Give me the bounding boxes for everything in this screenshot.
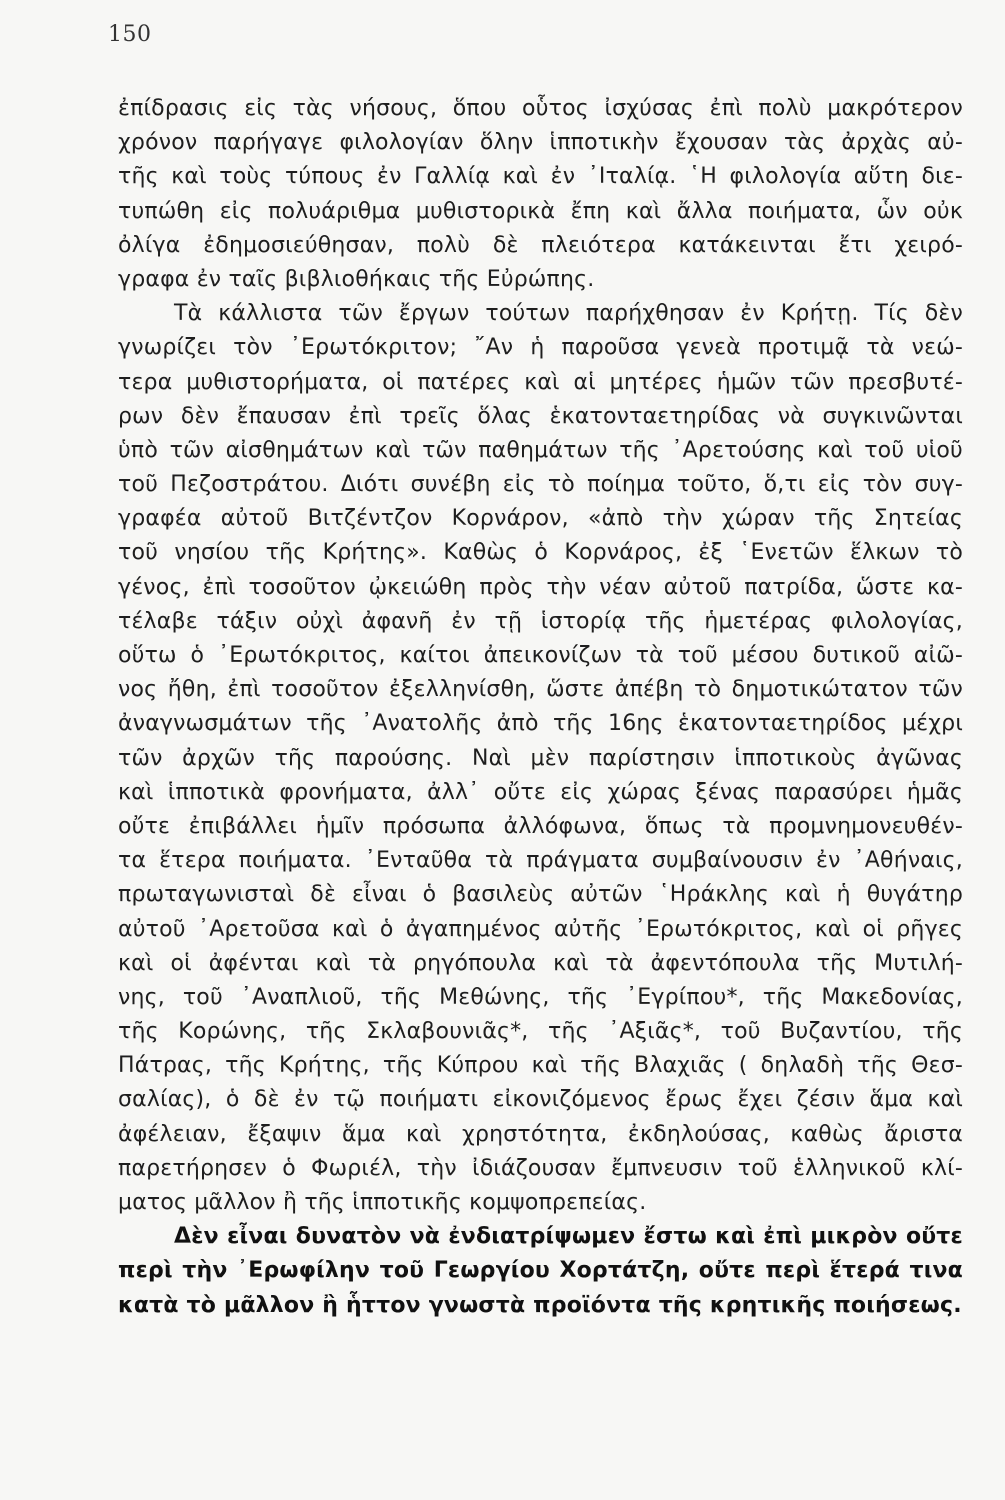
- text-line: πρωταγωνισταὶ δὲ εἶναι ὁ βασιλεὺς αὐτῶν ῾Ηράκλης καὶ ἡ θυγάτηρ: [118, 882, 963, 908]
- text-line: Δὲν εἶναι δυνατὸν νὰ ἐνδιατρίψωμεν ἔστω καὶ ἐπὶ μικρὸν οὔτε: [174, 1224, 963, 1250]
- text-line: τερα μυθιστορήματα, οἱ πατέρες καὶ αἱ μητέρες ἡμῶν τῶν πρεσβυτέ-: [118, 369, 963, 395]
- text-line: ἐπίδρασις εἰς τὰς νήσους, ὅπου οὗτος ἰσχύσας ἐπὶ πολὺ μακρότερον: [118, 96, 963, 121]
- text-line: τυπώθη εἰς πολυάριθμα μυθιστορικὰ ἔπη καὶ ἄλλα ποιήματα, ὧν οὐκ: [118, 198, 963, 224]
- text-line: καὶ οἱ ἀφένται καὶ τὰ ρηγόπουλα καὶ τὰ ἀφεντόπουλα τῆς Μυτιλή-: [118, 950, 963, 976]
- text-line: τῆς Κορώνης, τῆς Σκλαβουνιᾶς*, τῆς ᾿Αξιᾶς*, τοῦ Βυζαντίου, τῆς: [118, 1019, 963, 1045]
- text-line: γραφα ἐν ταῖς βιβλιοθήκαις τῆς Εὐρώπης.: [118, 266, 595, 292]
- text-line: τέλαβε τάξιν οὐχὶ ἀφανῆ ἐν τῇ ἱστορίᾳ τῆς ἡμετέρας φιλολογίας,: [118, 608, 963, 634]
- text-line: περὶ τὴν ᾿Ερωφίλην τοῦ Γεωργίου Χορτάτζη, οὔτε περὶ ἕτερά τινα: [118, 1258, 963, 1284]
- text-line: γραφέα αὐτοῦ Βιτζέντζον Κορνάρον, «ἀπὸ τὴν χώραν τῆς Σητείας: [118, 506, 963, 532]
- text-line: ἀφέλειαν, ἔξαψιν ἅμα καὶ χρηστότητα, ἐκδηλούσας, καθὼς ἄριστα: [118, 1121, 963, 1147]
- text-line: τῆς καὶ τοὺς τύπους ἐν Γαλλίᾳ καὶ ἐν ᾿Ιταλίᾳ. ῾Η φιλολογία αὕτη διε-: [118, 164, 963, 190]
- text-line: οὕτω ὁ ᾿Ερωτόκριτος, καίτοι ἀπεικονίζων τὰ τοῦ μέσου δυτικοῦ αἰῶ-: [118, 643, 963, 668]
- text-line: νης, τοῦ ᾿Αναπλιοῦ, τῆς Μεθώνης, τῆς ᾿Εγρίπου*, τῆς Μακεδονίας,: [118, 984, 963, 1010]
- text-line: τα ἕτερα ποιήματα. ᾿Ενταῦθα τὰ πράγματα συμβαίνουσιν ἐν ᾿Αθήναις,: [118, 848, 963, 874]
- text-line: χρόνον παρήγαγε φιλολογίαν ὅλην ἱπποτικὴν ἔχουσαν τὰς ἀρχὰς αὐ-: [118, 130, 963, 156]
- text-line: σαλίας), ὁ δὲ ἐν τῷ ποιήματι εἰκονιζόμενος ἔρως ἔχει ζέσιν ἅμα καὶ: [118, 1087, 963, 1113]
- text-line: τοῦ Πεζοστράτου. Διότι συνέβη εἰς τὸ ποίημα τοῦτο, ὅ,τι εἰς τὸν συγ-: [118, 472, 963, 498]
- paragraph-3: [118, 1220, 963, 1323]
- text-line: καὶ ἱπποτικὰ φρονήματα, ἀλλ᾿ οὔτε εἰς χώρας ξένας παρασύρει ἡμᾶς: [118, 779, 963, 805]
- text-line: οὔτε ἐπιβάλλει ἡμῖν πρόσωπα ἀλλόφωνα, ὅπως τὰ προμνημονευθέν-: [118, 813, 963, 839]
- paragraph-1: [118, 92, 963, 297]
- text-line: ὑπὸ τῶν αἰσθημάτων καὶ τῶν παθημάτων τῆς ᾿Αρετούσης καὶ τοῦ υἱοῦ: [118, 437, 963, 463]
- text-line: γένος, ἐπὶ τοσοῦτον ᾠκειώθη πρὸς τὴν νέαν αὐτοῦ πατρίδα, ὥστε κα-: [118, 574, 963, 600]
- text-line: Τὰ κάλλιστα τῶν ἔργων τούτων παρήχθησαν ἐν Κρήτῃ. Τίς δὲν: [174, 301, 963, 327]
- text-line: παρετήρησεν ὁ Φωριέλ, τὴν ἰδιάζουσαν ἔμπνευσιν τοῦ ἑλληνικοῦ κλί-: [118, 1155, 963, 1181]
- body-text: [118, 92, 963, 1323]
- text-line: κατὰ τὸ μᾶλλον ἢ ἧττον γνωστὰ προϊόντα τῆς κρητικῆς ποιήσεως.: [118, 1292, 962, 1318]
- text-line: τοῦ νησίου τῆς Κρήτης». Καθὼς ὁ Κορνάρος, ἐξ ῾Ενετῶν ἕλκων τὸ: [118, 540, 963, 566]
- text-line: ματος μᾶλλον ἢ τῆς ἱπποτικῆς κομψοπρεπείας.: [118, 1190, 647, 1215]
- text-line: ἀναγνωσμάτων τῆς ᾿Ανατολῆς ἀπὸ τῆς 16ης ἑκατονταετηρίδος μέχρι: [118, 711, 963, 737]
- paragraph-2: [118, 297, 963, 1220]
- text-line: γνωρίζει τὸν ᾿Ερωτόκριτον; ῎Αν ἡ παροῦσα γενεὰ προτιμᾷ τὰ νεώ-: [118, 335, 963, 361]
- text-line: νος ἤθη, ἐπὶ τοσοῦτον ἐξελληνίσθη, ὥστε ἀπέβη τὸ δημοτικώτατον τῶν: [118, 677, 963, 703]
- text-line: Πάτρας, τῆς Κρήτης, τῆς Κύπρου καὶ τῆς Βλαχιᾶς ( δηλαδὴ τῆς Θεσ-: [118, 1053, 963, 1079]
- text-line: ὀλίγα ἐδημοσιεύθησαν, πολὺ δὲ πλειότερα κατάκεινται ἔτι χειρό-: [118, 232, 963, 258]
- text-line: ρων δὲν ἔπαυσαν ἐπὶ τρεῖς ὅλας ἑκατονταετηρίδας νὰ συγκινῶνται: [118, 403, 963, 429]
- text-line: τῶν ἀρχῶν τῆς παρούσης. Ναὶ μὲν παρίστησιν ἱπποτικοὺς ἀγῶνας: [118, 745, 963, 771]
- text-line: αὐτοῦ ᾿Αρετοῦσα καὶ ὁ ἀγαπημένος αὐτῆς ᾿Ερωτόκριτος, καὶ οἱ ρῆγες: [118, 916, 963, 942]
- page-number: 150: [108, 22, 152, 47]
